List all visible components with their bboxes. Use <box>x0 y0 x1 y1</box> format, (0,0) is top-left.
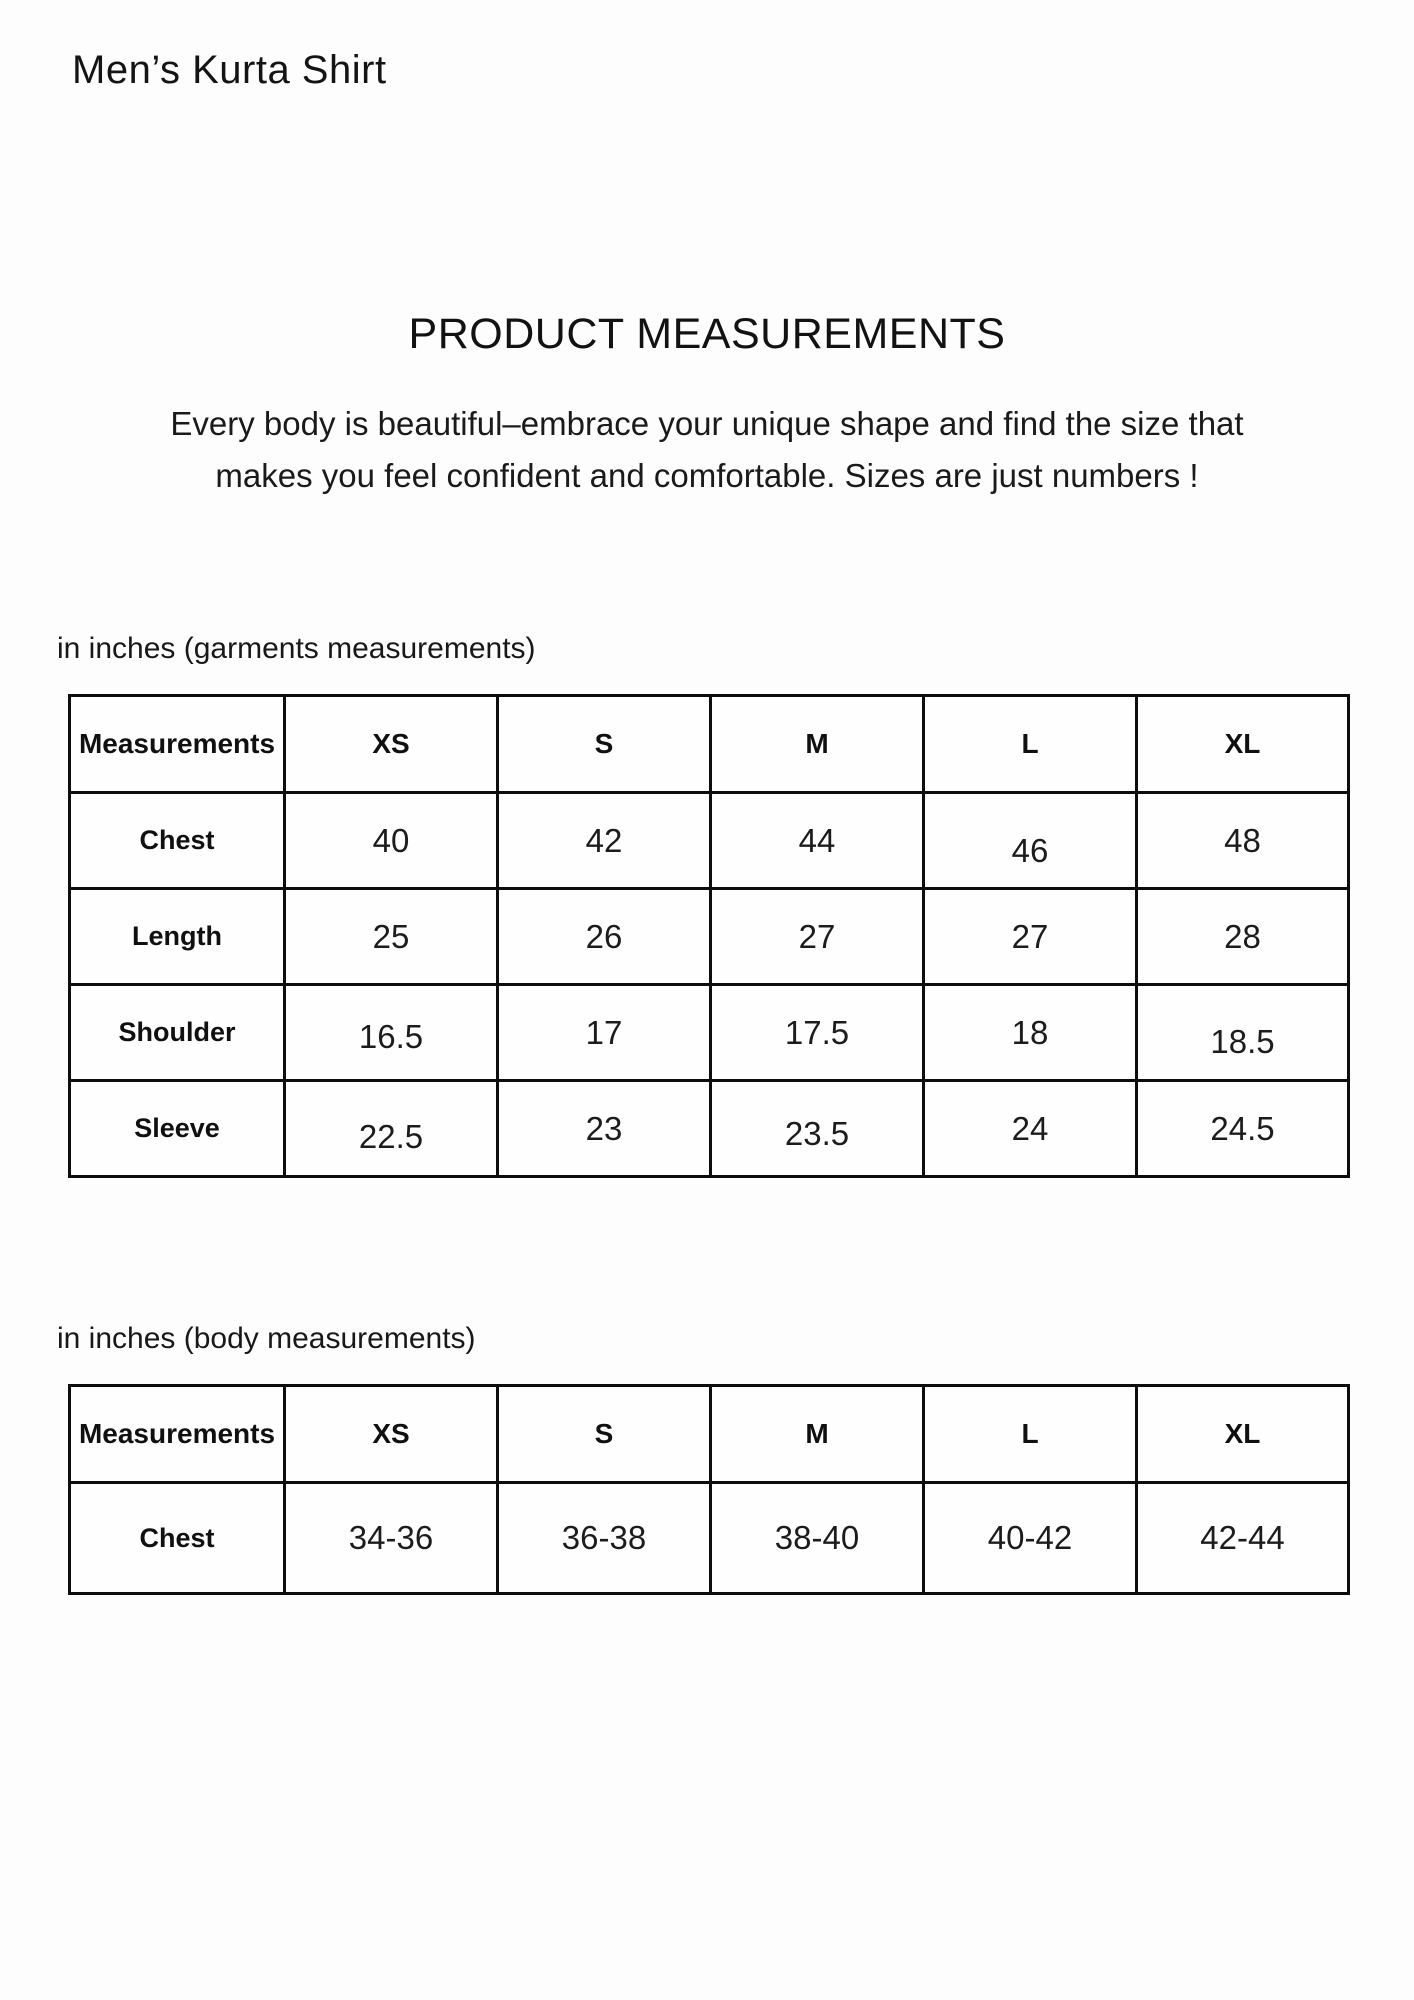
value-cell: 24 <box>924 1081 1137 1177</box>
col-header-xl: XL <box>1137 1386 1349 1483</box>
section-heading: PRODUCT MEASUREMENTS <box>408 310 1006 358</box>
body-measurements-table <box>68 1384 1350 1595</box>
value-cell: 27 <box>711 889 924 985</box>
value-cell: 23 <box>498 1081 711 1177</box>
value-cell: 44 <box>711 793 924 889</box>
row-label-chest: Chest <box>70 1483 285 1594</box>
subtitle-line-1: Every body is beautiful–embrace your unique shape and find the size that <box>170 405 1244 442</box>
value-cell: 27 <box>924 889 1137 985</box>
row-label-shoulder: Shoulder <box>70 985 285 1081</box>
page-title: Men’s Kurta Shirt <box>72 48 387 92</box>
col-header-l: L <box>924 696 1137 793</box>
value-cell: 34-36 <box>285 1483 498 1594</box>
value-cell: 16.5 <box>285 985 498 1081</box>
garments-table-caption: in inches (garments measurements) <box>57 632 536 665</box>
value-cell: 42-44 <box>1137 1483 1349 1594</box>
subtitle <box>0 398 1414 502</box>
value-cell: 42 <box>498 793 711 889</box>
col-header-measurements: Measurements <box>70 1386 285 1483</box>
value-cell: 40 <box>285 793 498 889</box>
col-header-m: M <box>711 1386 924 1483</box>
value-cell: 48 <box>1137 793 1349 889</box>
value-cell: 25 <box>285 889 498 985</box>
value-cell: 46 <box>924 793 1137 889</box>
garments-measurements-table <box>68 694 1350 1178</box>
value-cell: 23.5 <box>711 1081 924 1177</box>
col-header-l: L <box>924 1386 1137 1483</box>
col-header-measurements: Measurements <box>70 696 285 793</box>
col-header-xs: XS <box>285 696 498 793</box>
table-row-chest <box>70 793 1349 889</box>
value-cell: 17.5 <box>711 985 924 1081</box>
body-table-caption: in inches (body measurements) <box>57 1322 476 1355</box>
col-header-xs: XS <box>285 1386 498 1483</box>
value-cell: 26 <box>498 889 711 985</box>
value-cell: 40-42 <box>924 1483 1137 1594</box>
value-cell: 18 <box>924 985 1137 1081</box>
col-header-m: M <box>711 696 924 793</box>
col-header-xl: XL <box>1137 696 1349 793</box>
table-row-sleeve <box>70 1081 1349 1177</box>
subtitle-line-2: makes you feel confident and comfortable. Sizes are just numbers ! <box>215 457 1199 494</box>
value-cell: 36-38 <box>498 1483 711 1594</box>
col-header-s: S <box>498 696 711 793</box>
value-cell: 28 <box>1137 889 1349 985</box>
value-cell: 38-40 <box>711 1483 924 1594</box>
col-header-s: S <box>498 1386 711 1483</box>
value-cell: 17 <box>498 985 711 1081</box>
body-header-row <box>70 1386 1349 1483</box>
table-row-shoulder <box>70 985 1349 1081</box>
garments-header-row <box>70 696 1349 793</box>
row-label-length: Length <box>70 889 285 985</box>
row-label-chest: Chest <box>70 793 285 889</box>
table-row-length <box>70 889 1349 985</box>
value-cell: 22.5 <box>285 1081 498 1177</box>
table-row-chest-body <box>70 1483 1349 1594</box>
value-cell: 24.5 <box>1137 1081 1349 1177</box>
value-cell: 18.5 <box>1137 985 1349 1081</box>
row-label-sleeve: Sleeve <box>70 1081 285 1177</box>
